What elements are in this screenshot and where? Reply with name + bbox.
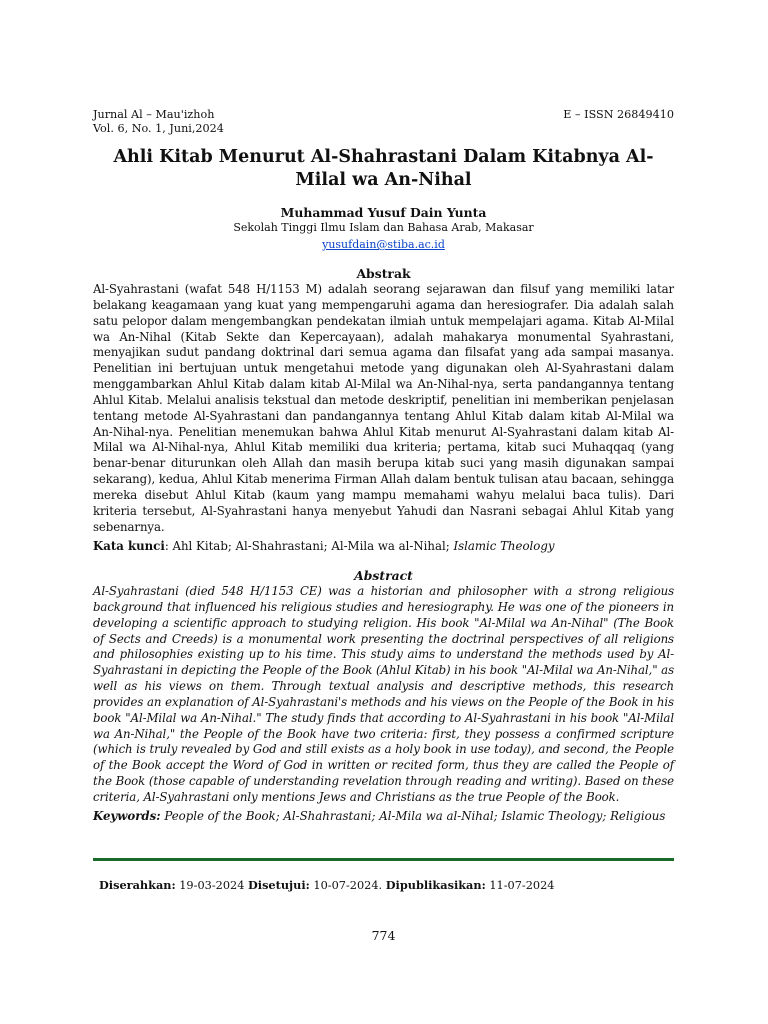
journal-info — [93, 108, 224, 136]
keywords — [93, 809, 674, 824]
paper-title: Ahli Kitab Menurut Al-Shahrastani Dalam Kitabnya Al-Milal wa An-Nihal — [113, 147, 654, 190]
accepted-date: 10-07-2024. — [309, 879, 386, 892]
abstrak-heading: Abstrak — [356, 266, 411, 281]
author-affiliation: Sekolah Tinggi Ilmu Islam dan Bahasa Arab, Makasar — [233, 221, 534, 234]
kata-kunci-label: Kata kunci — [93, 539, 165, 553]
journal-issn: E – ISSN 26849410 — [563, 108, 674, 121]
kata-kunci — [93, 539, 674, 554]
journal-volume: Vol. 6, No. 1, Juni,2024 — [93, 122, 224, 135]
author-name: Muhammad Yusuf Dain Yunta — [280, 205, 487, 220]
keywords-label: Keywords: — [93, 809, 161, 823]
published-label: Dipublikasikan: — [385, 878, 486, 892]
divider-rule — [93, 858, 674, 861]
abstract-heading: Abstract — [354, 568, 413, 583]
publication-dates — [99, 878, 555, 892]
abstrak-body: Al-Syahrastani (wafat 548 H/1153 M) adalah seorang sejarawan dan filsuf yang memiliki latar belakang keagamaan yang kuat yang mempengaruhi agama dan heresiografer. Dia adalah salah satu pelopor dalam mengembangkan pendekatan ilmiah untuk mempelajari agama. Kitab Al-Milal wa An-Nihal (Kitab Sekte dan Kepercayaan), adalah mahakarya monumental Syahrastani, menyajikan sudut pandang doktrinal dari semua agama dan filsafat yang ada sampai masanya. Penelitian ini bertujuan untuk mengetahui metode yang digunakan oleh Al-Syahrastani dalam menggambarkan Ahlul Kitab dalam kitab Al-Milal wa An-Nihal-nya, serta pandangannya tentang Ahlul Kitab. Melalui analisis tekstual dan metode deskriptif, penelitian ini memberikan penjelasan tentang metode Al-Syahrastani dan pandangannya tentang Ahlul Kitab dalam kitab Al-Milal wa An-Nihal-nya. Penelitian menemukan bahwa Ahlul Kitab menurut Al-Syahrastani dalam kitab Al-Milal wa Al-Nihal-nya, Ahlul Kitab memiliki dua kriteria; pertama, kitab suci Muhaqqaq (yang benar-benar diturunkan oleh Allah dan masih berupa kitab suci yang masih digunakan sampai sekarang), kedua, Ahlul Kitab menerima Firman Allah dalam bentuk tulisan atau bacaan, sehingga mereka disebut Ahlul Kitab (kaum yang mampu memahami wahyu melalui baca tulis). Dari kriteria tersebut, Al-Syahrastani hanya menyebut Yahudi dan Nasrani sebagai Ahlul Kitab yang sebenarnya. — [93, 282, 674, 534]
accepted-label: Disetujui: — [247, 878, 310, 892]
kata-kunci-italic: Islamic Theology — [453, 539, 555, 553]
published-date: 11-07-2024 — [485, 879, 555, 892]
page-number: 774 — [371, 928, 396, 943]
author-email-line — [93, 238, 674, 251]
keywords-text: People of the Book; Al-Shahrastani; Al-Mila wa al-Nihal; Islamic Theology; Religious — [160, 809, 666, 823]
journal-name: Jurnal Al – Mau'izhoh — [93, 108, 215, 121]
kata-kunci-text: : Ahl Kitab; Al-Shahrastani; Al-Mila wa al-Nihal; — [164, 539, 454, 553]
author-email-link[interactable]: yusufdain@stiba.ac.id — [322, 238, 445, 251]
abstract-body: Al-Syahrastani (died 548 H/1153 CE) was a historian and philosopher with a strong religious background that influenced his religious studies and heresiography. He was one of the pioneers in developing a scientific approach to studying religion. His book "Al-Milal wa An-Nihal" (The Book of Sects and Creeds) is a monumental work presenting the doctrinal perspectives of all religions and philosophies existing up to his time. This study aims to understand the methods used by Al-Syahrastani in depicting the People of the Book (Ahlul Kitab) in his book "Al-Milal wa An-Nihal," as well as his views on them. Through textual analysis and descriptive methods, this research provides an explanation of Al-Syahrastani's methods and his views on the People of the Book in his book "Al-Milal wa An-Nihal." The study finds that according to Al-Syahrastani in his book "Al-Milal wa An-Nihal," the People of the Book have two criteria: first, they possess a confirmed scripture (which is truly revealed by God and still exists as a holy book in use today), and second, the People of the Book accept the Word of God in written or recited form, thus they are called the People of the Book (those capable of understanding revelation through reading and writing). Based on these criteria, Al-Syahrastani only mentions Jews and Christians as the true People of the Book. — [93, 584, 674, 804]
paper-page — [93, 0, 674, 1024]
submitted-date: 19-03-2024 — [175, 879, 248, 892]
submitted-label: Diserahkan: — [99, 878, 176, 892]
